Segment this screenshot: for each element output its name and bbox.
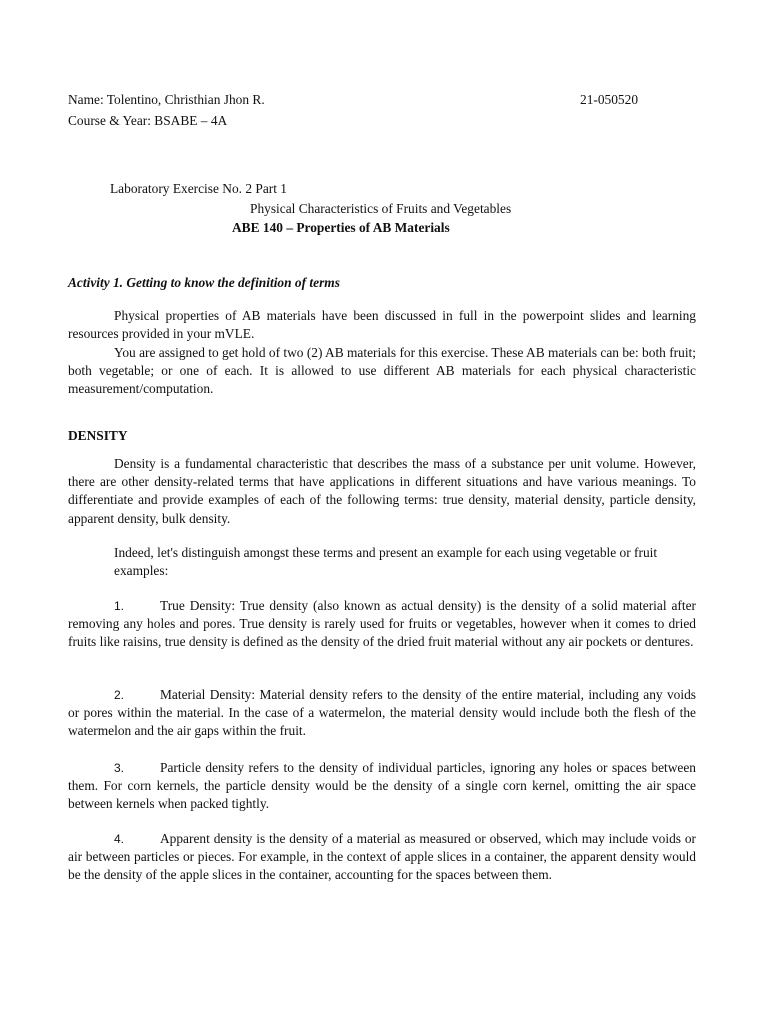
density-intro: Density is a fundamental characteristic that describes the mass of a substance per unit volume. However, there are other density-related terms that have applications in different situations and have various meanings. To differentiate and provide examples of each of the following terms: true density, material density, particle density, apparent density, bulk density.	[68, 456, 696, 526]
density-item-1	[68, 597, 696, 652]
activity-paragraph-1: Physical properties of AB materials have been discussed in full in the powerpoint slides and learning resources provided in your mVLE.	[68, 308, 696, 342]
activity-heading: Activity 1. Getting to know the definition of terms	[68, 275, 340, 290]
item-text: Material Density: Material density refers to the density of the entire material, including any voids or pores within the material. In the case of a watermelon, the material density would include both the flesh of the watermelon and the air gaps within the fruit.	[68, 687, 696, 739]
exercise-title: Laboratory Exercise No. 2 Part 1	[110, 181, 287, 196]
item-text: True Density: True density (also known as actual density) is the density of a solid material after removing any holes and pores. True density is rarely used for fruits or vegetables, however when it comes to dried fruits like raisins, true density is defined as the density of the dried fruit material without any air pockets or dentures.	[68, 598, 696, 650]
item-number: 1.	[114, 599, 125, 613]
item-number: 4.	[114, 832, 125, 846]
course-title: ABE 140 – Properties of AB Materials	[232, 220, 450, 235]
density-heading: DENSITY	[68, 428, 128, 443]
item-number: 3.	[114, 761, 125, 775]
item-text: Apparent density is the density of a material as measured or observed, which may include voids or air between particles or pieces. For example, in the context of apple slices in a container, the apparent density would be the density of the apple slices in the container, accounting for the spaces between them.	[68, 831, 696, 883]
subject-title: Physical Characteristics of Fruits and Vegetables	[250, 201, 512, 216]
density-item-3	[68, 759, 696, 814]
student-id: 21-050520	[580, 92, 639, 107]
student-name: Name: Tolentino, Christhian Jhon R.	[68, 92, 265, 107]
density-lead: Indeed, let's distinguish amongst these terms and present an example for each using vegetable or fruit examples:	[114, 545, 658, 579]
density-item-4	[68, 830, 696, 885]
item-number: 2.	[114, 688, 125, 702]
course-year: Course & Year: BSABE – 4A	[68, 113, 228, 128]
item-text: Particle density refers to the density of individual particles, ignoring any holes or spaces between them. For corn kernels, the particle density would be the density of a single corn kernel, omitting the air space between kernels when packed tightly.	[68, 760, 696, 812]
density-item-2	[68, 686, 696, 741]
activity-paragraph-2: You are assigned to get hold of two (2) AB materials for this exercise. These AB materials can be: both fruit; both vegetable; or one of each. It is allowed to use different AB materials for each physical characteristic measurement/computation.	[68, 345, 696, 397]
